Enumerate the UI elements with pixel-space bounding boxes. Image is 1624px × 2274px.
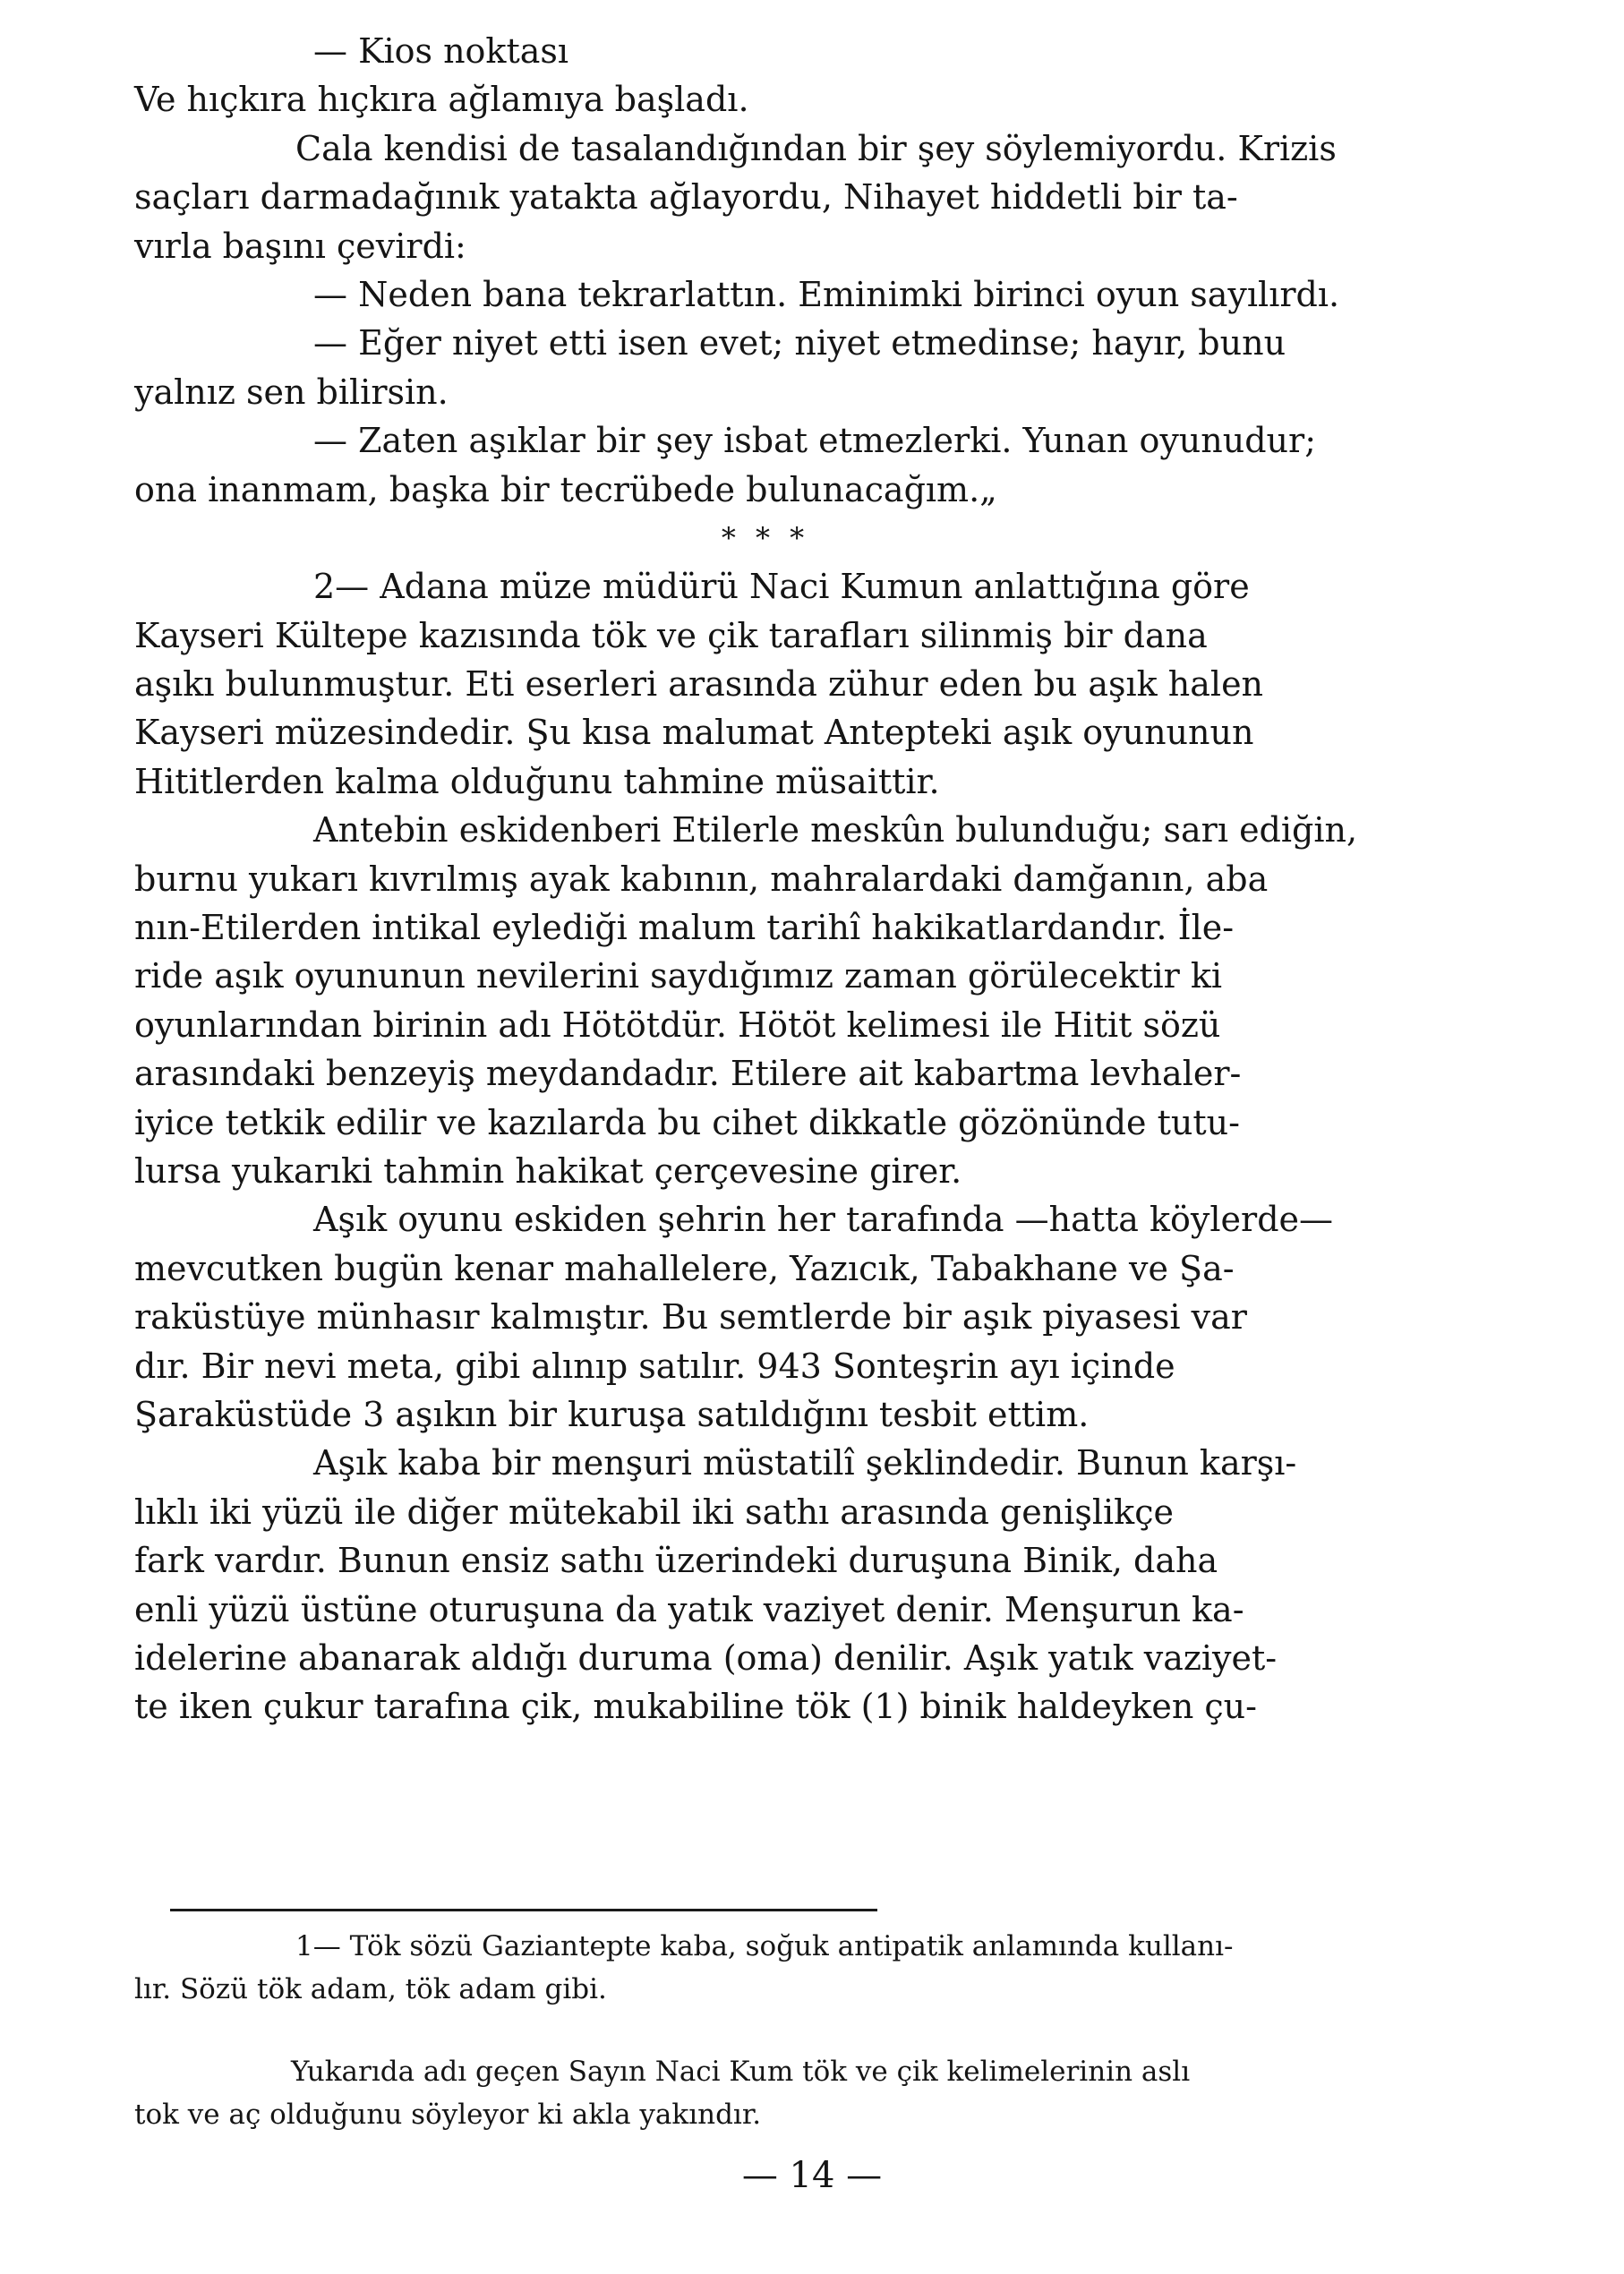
text-line: Aşık oyunu eskiden şehrin her tarafında —hatta köylerde— [313, 1200, 1334, 1240]
text-line: — Zaten aşıklar bir şey isbat etmezlerki. Yunan oyunudur; [313, 421, 1316, 461]
text-line: lıklı iki yüzü ile diğer mütekabil iki sathı arasında genişlikçe [134, 1492, 1174, 1532]
footnote-divider [170, 1909, 877, 1911]
footnote [134, 1925, 1513, 2011]
main-text [134, 27, 1513, 1731]
text-line: ona inanmam, başka bir tecrübede bulunacağım.„ [134, 469, 997, 509]
text-line: 2— Adana müze müdürü Naci Kumun anlattığına göre [313, 567, 1250, 607]
footnote-line: Yukarıda adı geçen Sayın Naci Kum tök ve çik kelimelerinin aslı [291, 2056, 1191, 2088]
text-line: mevcutken bugün kenar mahallelere, Yazıcık, Tabakhane ve Şa- [134, 1248, 1235, 1288]
text-line: — Eğer niyet etti isen evet; niyet etmedinse; hayır, bunu [313, 323, 1286, 363]
text-line: Kayseri müzesindedir. Şu kısa malumat Antepteki aşık oyununun [134, 713, 1254, 753]
text-line: ride aşık oyununun nevilerini saydığımız zaman görülecektir ki [134, 956, 1223, 996]
footnote-line: 1— Tök sözü Gaziantepte kaba, soğuk antipatik anlamında kullanı- [295, 1930, 1234, 1962]
text-line: aşıkı bulunmuştur. Eti eserleri arasında zühur eden bu aşık halen [134, 664, 1264, 705]
text-line: arasındaki benzeyiş meydandadır. Etilere ait kabartma levhaler- [134, 1054, 1242, 1094]
text-line: raküstüye münhasır kalmıştır. Bu semtlerde bir aşık piyasesi var [134, 1297, 1247, 1338]
text-line: fark vardır. Bunun ensiz sathı üzerindeki duruşuna Binik, daha [134, 1541, 1218, 1581]
text-line: Antebin eskidenberi Etilerle meskûn bulunduğu; sarı ediğin, [313, 810, 1358, 851]
footnote-line: lır. Sözü tök adam, tök adam gibi. [134, 1973, 607, 2005]
footnote-line: tok ve aç olduğunu söyleyor ki akla yakındır. [134, 2099, 762, 2131]
text-line: enli yüzü üstüne oturuşuna da yatık vaziyet denir. Menşurun ka- [134, 1589, 1244, 1629]
text-line: Cala kendisi de tasalandığından bir şey söylemiyordu. Krizis [295, 128, 1337, 168]
text-line: — Kios noktası [313, 31, 569, 71]
text-line: burnu yukarı kıvrılmış ayak kabının, mahralardaki damğanın, aba [134, 859, 1269, 899]
text-line: lursa yukarıki tahmin hakikat çerçevesine girer. [134, 1150, 962, 1191]
text-line: oyunlarından birinin adı Hötötdür. Hötöt kelimesi ile Hitit sözü [134, 1004, 1221, 1045]
text-line: yalnız sen bilirsin. [134, 372, 449, 412]
text-line: Aşık kaba bir menşuri müstatilî şeklindedir. Bunun karşı- [313, 1443, 1297, 1483]
page-number: — 14 — [741, 2155, 883, 2196]
text-line: saçları darmadağınık yatakta ağlayordu, Nihayet hiddetli bir ta- [134, 177, 1238, 218]
text-line: Şaraküstüde 3 aşıkın bir kuruşa satıldığını tesbit ettim. [134, 1394, 1090, 1434]
text-line: — Neden bana tekrarlattın. Eminimki birinci oyun sayılırdı. [313, 274, 1340, 314]
text-line: Ve hıçkıra hıçkıra ağlamıya başladı. [134, 80, 749, 120]
text-line: Hititlerden kalma olduğunu tahmine müsaittir. [134, 761, 940, 801]
text-line: dır. Bir nevi meta, gibi alınıp satılır. 943 Sonteşrin ayı içinde [134, 1346, 1175, 1386]
text-line: idelerine abanarak aldığı duruma (oma) denilir. Aşık yatık vaziyet- [134, 1637, 1278, 1678]
text-line: vırla başını çevirdi: [134, 226, 466, 266]
section-separator: * * * [721, 520, 810, 555]
text-line: iyice tetkik edilir ve kazılarda bu cihet dikkatle gözönünde tutu- [134, 1102, 1240, 1142]
text-line: te iken çukur tarafına çik, mukabiline tök (1) binik haldeyken çu- [134, 1687, 1257, 1727]
text-line: Kayseri Kültepe kazısında tök ve çik tarafları silinmiş bir dana [134, 615, 1208, 655]
footnote-note [134, 2050, 1513, 2136]
text-line: nın-Etilerden intikal eylediği malum tarihî hakikatlardandır. İle- [134, 908, 1235, 948]
